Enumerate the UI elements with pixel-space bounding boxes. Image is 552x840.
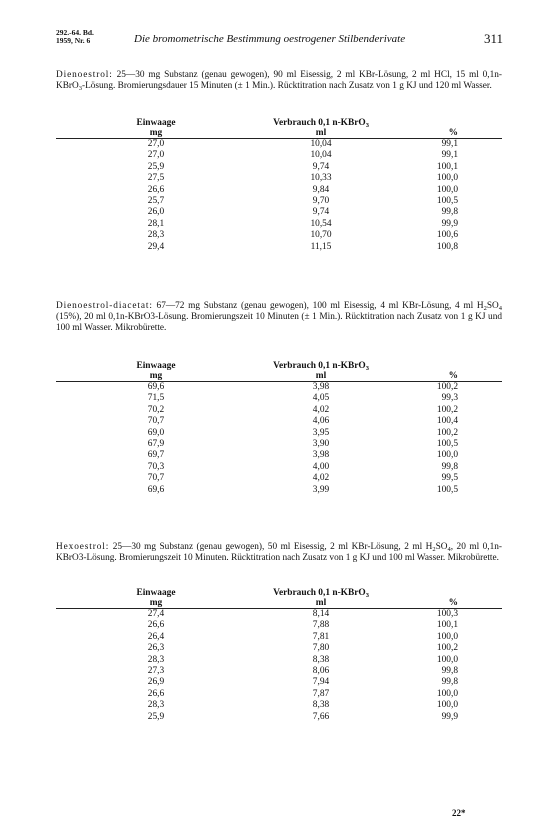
- method-text-b: -Lösung. Bromierungsdauer 15 Minuten (± 1 Min.). Rücktitration nach Zusatz von 1 g KJ und 120 ml Wasser.: [81, 81, 492, 92]
- table-row: 69,7 3,98 100,0: [147, 450, 458, 461]
- volume-line-2: 1959, Nr. 6: [56, 36, 91, 45]
- table-row: 25,9 9,74 100,1: [147, 161, 458, 172]
- table-row: 25,9 7,66 99,9: [147, 711, 458, 722]
- method-text-b: SO: [486, 301, 499, 311]
- table-row: 25,7 9,70 100,5: [147, 196, 458, 207]
- volume-info: [56, 29, 94, 45]
- method-text-c: , 20 ml 0,1n-KBrO3-Lösung. Bromierungszeit 10 Minuten. Rücktitration nach Zusatz von 1 g KJ und 100 ml Wasser. Mikrobürette.: [56, 542, 503, 564]
- hexoestrol-table: [56, 588, 502, 723]
- table-row: 28,3 8,38 100,0: [147, 700, 458, 711]
- table-row: 69,6 3,99 100,5: [147, 484, 458, 495]
- table-row: 28,3 10,70 100,6: [147, 230, 458, 241]
- table-row: 27,5 10,33 100,0: [147, 173, 458, 184]
- column-header-verbrauch: Verbrauch 0,1 n-KBrO$_3$ ml: [256, 361, 386, 382]
- column-header-einwaage: Einwaage mg: [56, 361, 256, 382]
- subscript: 4: [447, 546, 451, 553]
- compound-name: Dienoestrol:: [56, 70, 113, 80]
- subscript: 2: [432, 546, 436, 553]
- compound-name: Dienoestrol-diacetat:: [56, 301, 153, 311]
- table-row: 26,3 7,80 100,2: [147, 643, 458, 654]
- column-header-einwaage: Einwaage mg: [56, 118, 256, 139]
- subscript: 3: [78, 85, 82, 93]
- table-row: 27,0 10,04 99,1: [147, 150, 458, 161]
- method-text-a: 25—30 mg Substanz (genau gewogen), 50 ml Eisessig, 2 ml KBr-Lösung, 2 ml H: [109, 542, 433, 552]
- dienoestrol-table: [56, 118, 502, 253]
- table-row: 69,0 3,95 100,2: [147, 427, 458, 438]
- table-row: 26,6 9,84 100,0: [147, 184, 458, 195]
- diacetat-table: [56, 361, 502, 496]
- dienoestrol-method-paragraph: [56, 70, 502, 92]
- table-row: 29,4 11,15 100,8: [147, 241, 458, 252]
- table-row: 26,0 9,74 99,8: [147, 207, 458, 218]
- table-row: 70,2 4,02 100,2: [147, 404, 458, 415]
- signature-mark: 22*: [452, 808, 466, 818]
- subscript: 4: [498, 305, 502, 312]
- column-header-percent: %: [386, 588, 502, 609]
- table-row: 26,6 7,88 100,1: [147, 620, 458, 631]
- table-row: 28,3 8,38 100,0: [147, 654, 458, 665]
- method-text-b: SO: [435, 542, 448, 552]
- method-text-a: 25—30 mg Substanz (genau gewogen), 90 ml Eisessig, 2 ml KBr-Lösung, 2 ml HCl, 15 ml 0,1n-KBrO: [56, 70, 502, 92]
- table-row: 70,3 4,00 99,8: [147, 461, 458, 472]
- volume-line-1: 292.-64. Bd.: [56, 28, 94, 37]
- table-row: 27,0 10,04 99,1: [147, 139, 458, 149]
- table-row: 67,9 3,90 100,5: [147, 439, 458, 450]
- table-header-row: [56, 118, 502, 139]
- table-row: 28,1 10,54 99,9: [147, 218, 458, 229]
- column-header-percent: %: [386, 361, 502, 382]
- table-row: 27,4 8,14 100,3: [147, 609, 458, 619]
- table-header-row: [56, 361, 502, 382]
- method-text-a: 67—72 mg Substanz (genau gewogen), 100 ml Eisessig, 4 ml KBr-Lösung, 4 ml H: [152, 301, 484, 311]
- diacetat-method-paragraph: [56, 301, 502, 335]
- table-header-row: [56, 588, 502, 609]
- method-text-c: (15%), 20 ml 0,1n-KBrO3-Lösung. Bromierungszeit 10 Minuten (± 1 Min.). Rücktitration nach Zusatz von 1 g KJ und 100 ml Wasser. Mikrobürette.: [56, 312, 502, 334]
- hexoestrol-method-paragraph: [56, 542, 502, 564]
- table-row: 26,4 7,81 100,0: [147, 631, 458, 642]
- column-header-verbrauch: Verbrauch 0,1 n-KBrO$_3$ ml: [256, 588, 386, 609]
- page-header: [56, 26, 503, 54]
- page-number: 311: [483, 31, 503, 46]
- table-row: 26,6 7,87 100,0: [147, 688, 458, 699]
- table-row: 27,3 8,06 99,8: [147, 666, 458, 677]
- subscript: 2: [483, 305, 487, 312]
- table-row: 70,7 4,06 100,4: [147, 416, 458, 427]
- column-header-percent: %: [386, 118, 502, 139]
- table-row: 71,5 4,05 99,3: [147, 393, 458, 404]
- running-title: Die bromometrische Bestimmung oestrogener Stilbenderivate: [134, 33, 406, 45]
- compound-name: Hexoestrol:: [56, 542, 110, 552]
- column-header-verbrauch: Verbrauch 0,1 n-KBrO$_3$ ml: [256, 118, 386, 139]
- column-header-einwaage: Einwaage mg: [56, 588, 256, 609]
- table-row: 70,7 4,02 99,5: [147, 473, 458, 484]
- table-row: 26,9 7,94 99,8: [147, 677, 458, 688]
- table-row: 69,6 3,98 100,2: [147, 382, 458, 392]
